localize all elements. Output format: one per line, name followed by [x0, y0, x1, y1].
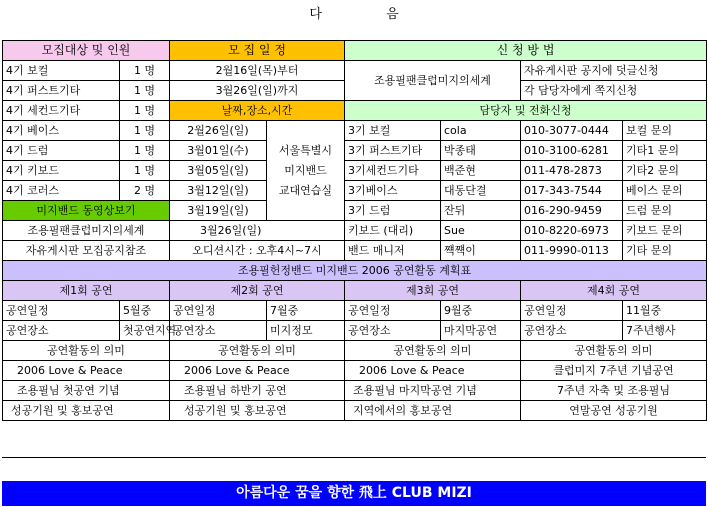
concert-meaning-line: 2006 Love & Peace: [170, 361, 345, 381]
contact-name: 쨱쨱이: [441, 241, 521, 261]
concert-meaning-line: 연말공연 성공기원: [521, 401, 707, 421]
contact-note: 기타2 문의: [623, 161, 707, 181]
concert-place-label: 공연장소: [521, 321, 623, 341]
board-notice: 자유게시판 모집공지참조: [3, 241, 170, 261]
concert-title: 제4회 공연: [521, 281, 707, 301]
footer-banner: 아름다운 꿈을 향한 飛上 CLUB MIZI: [2, 481, 706, 506]
contact-name: cola: [441, 121, 521, 141]
contact-phone: 010-8220-6973: [521, 221, 623, 241]
contact-part: 3기 드럼: [345, 201, 441, 221]
recruit-count: 1 명: [120, 61, 170, 81]
recruit-count: 1 명: [120, 141, 170, 161]
concert-meaning-line: 조용필님 마지막공연 기념: [345, 381, 521, 401]
venue: [267, 121, 345, 221]
apply-header: 신 청 방 법: [345, 41, 707, 61]
contact-part: 3기 보컬: [345, 121, 441, 141]
recruit-count: 1 명: [120, 121, 170, 141]
concert-meaning-label: 공연활동의 의미: [170, 341, 345, 361]
concert-date: 7월중: [267, 301, 345, 321]
concert-meaning-line: 2006 Love & Peace: [3, 361, 170, 381]
concert-meaning-label: 공연활동의 의미: [345, 341, 521, 361]
concert-meaning-label: 공연활동의 의미: [3, 341, 170, 361]
contact-part: 밴드 매니저: [345, 241, 441, 261]
audition-date: 3월12일(일): [170, 181, 267, 201]
contact-note: 드럼 문의: [623, 201, 707, 221]
concert-place-label: 공연장소: [345, 321, 441, 341]
venue-line: 교대연습실: [278, 183, 333, 197]
contact-phone: 017-343-7544: [521, 181, 623, 201]
contact-phone: 010-3077-0444: [521, 121, 623, 141]
concert-place-label: 공연장소: [3, 321, 120, 341]
concert-place: 마지막공연: [441, 321, 521, 341]
concert-meaning-line: 2006 Love & Peace: [345, 361, 521, 381]
concert-date-label: 공연일정: [521, 301, 623, 321]
recruit-role: 4기 키보드: [3, 161, 120, 181]
concert-meaning-line: 7주년 자축 및 조용필님: [521, 381, 707, 401]
recruit-role: 4기 보컬: [3, 61, 120, 81]
recruit-count: 1 명: [120, 81, 170, 101]
concert-date-label: 공연일정: [170, 301, 267, 321]
concert-place: 7주년행사: [623, 321, 707, 341]
concert-meaning-label: 공연활동의 의미: [521, 341, 707, 361]
schedule-sub-header: 날짜,장소,시간: [170, 101, 345, 121]
concert-date-label: 공연일정: [345, 301, 441, 321]
schedule-start: 2월16일(목)부터: [170, 61, 345, 81]
venue-line: 미지밴드: [284, 163, 327, 177]
concert-place: 첫공연지역: [120, 321, 170, 341]
audition-date: 2월26일(일): [170, 121, 267, 141]
concert-meaning-line: 조용필님 첫공연 기념: [3, 381, 170, 401]
concert-title: 제3회 공연: [345, 281, 521, 301]
contact-note: 보컬 문의: [623, 121, 707, 141]
concert-place: 미지정모: [267, 321, 345, 341]
recruit-count: 1 명: [120, 161, 170, 181]
contact-note: 기타1 문의: [623, 141, 707, 161]
audition-date: 3월26일(일): [170, 221, 345, 241]
schedule-end: 3월26일(일)까지: [170, 81, 345, 101]
audition-date: 3월19일(일): [170, 201, 267, 221]
recruit-role: 4기 베이스: [3, 121, 120, 141]
concert-meaning-line: 성공기원 및 홍보공연: [3, 401, 170, 421]
heading-part-1: 다: [309, 7, 322, 22]
concert-meaning-line: 조용필님 하반기 공연: [170, 381, 345, 401]
heading-part-2: 음: [386, 7, 399, 22]
recruit-role: 4기 퍼스트기타: [3, 81, 120, 101]
recruitment-table: [2, 40, 707, 421]
recruit-role: 4기 코러스: [3, 181, 120, 201]
concert-place-label: 공연장소: [170, 321, 267, 341]
contact-header: 담당자 및 전화신청: [345, 101, 707, 121]
contact-name: Sue: [441, 221, 521, 241]
recruit-role: 4기 드럼: [3, 141, 120, 161]
concert-title: 제1회 공연: [3, 281, 170, 301]
contact-part: 키보드 (대리): [345, 221, 441, 241]
recruit-role: 4기 세컨드기타: [3, 101, 120, 121]
concert-meaning-line: 클럽미지 7주년 기념공연: [521, 361, 707, 381]
concert-date: 9월중: [441, 301, 521, 321]
contact-name: 잔뒤: [441, 201, 521, 221]
concert-date-label: 공연일정: [3, 301, 120, 321]
contact-part: 3기 퍼스트기타: [345, 141, 441, 161]
concert-date: 5월중: [120, 301, 170, 321]
contact-part: 3기세컨드기타: [345, 161, 441, 181]
contact-phone: 016-290-9459: [521, 201, 623, 221]
audition-time: 오디션시간 : 오후4시~7시: [170, 241, 345, 261]
contact-phone: 010-3100-6281: [521, 141, 623, 161]
recruit-header: 모집대상 및 인원: [3, 41, 170, 61]
concert-title: 제2회 공연: [170, 281, 345, 301]
contact-note: 키보드 문의: [623, 221, 707, 241]
concert-date: 11월중: [623, 301, 707, 321]
video-link[interactable]: 미지밴드 동영상보기: [3, 201, 170, 221]
contact-note: 베이스 문의: [623, 181, 707, 201]
contact-name: 박종태: [441, 141, 521, 161]
concert-meaning-line: 지역에서의 홍보공연: [345, 401, 521, 421]
club-name: 조용필팬클럽미지의세계: [3, 221, 170, 241]
apply-site: 조용필팬클럽미지의세계: [345, 61, 521, 101]
contact-phone: 011-9990-0113: [521, 241, 623, 261]
contact-part: 3기베이스: [345, 181, 441, 201]
venue-line: 서울특별시: [278, 143, 333, 157]
recruit-count: 1 명: [120, 101, 170, 121]
contact-name: 대동단결: [441, 181, 521, 201]
recruit-count: 2 명: [120, 181, 170, 201]
divider-line: [2, 457, 706, 458]
apply-method: 자유게시판 공지에 덧글신청: [521, 61, 707, 81]
apply-method: 각 담당자에게 쪽지신청: [521, 81, 707, 101]
contact-name: 백준현: [441, 161, 521, 181]
schedule-header: 모 집 일 정: [170, 41, 345, 61]
audition-date: 3월01일(수): [170, 141, 267, 161]
contact-note: 기타 문의: [623, 241, 707, 261]
concert-meaning-line: 성공기원 및 홍보공연: [170, 401, 345, 421]
page-heading: [0, 3, 708, 22]
contact-phone: 011-478-2873: [521, 161, 623, 181]
audition-date: 3월05일(일): [170, 161, 267, 181]
plan-title: 조용필헌정밴드 미지밴드 2006 공연활동 계획표: [3, 261, 707, 281]
